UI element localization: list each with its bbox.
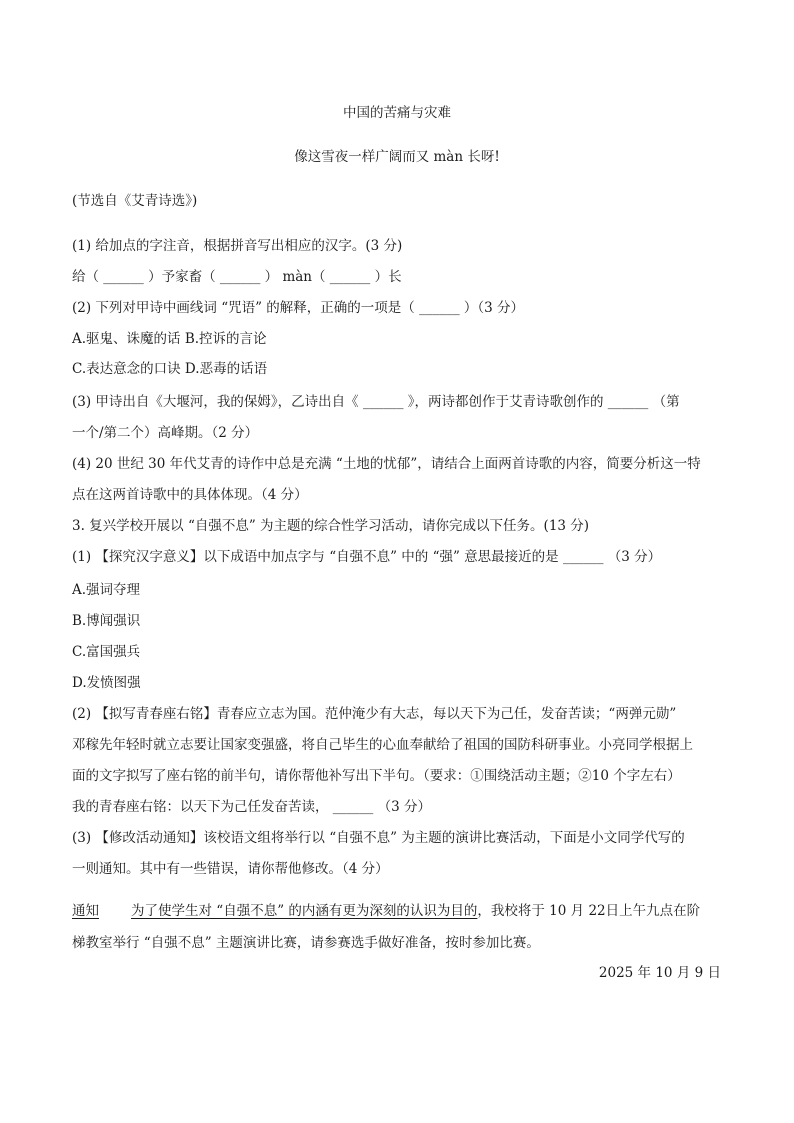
notice-heading: 通知 <box>72 903 99 919</box>
q2-sub2: (2) 下列对甲诗中画线词 “咒语” 的解释，正确的一项是（ ______ ）（3 分） <box>72 300 525 316</box>
q2-sub1-blanks: 给（ ______ ）予家畜（ ______ ） màn（ ______ ）长 <box>72 269 402 285</box>
notice-line1 <box>72 902 722 920</box>
q2-sub3-line2: 一个/第二个）高峰期。（2 分） <box>72 425 259 441</box>
q3-sub2-line1: (2) 【拟写青春座右铭】青春应立志为国。范仲淹少有大志，每以天下为己任，发奋苦读；“两弹元勋” <box>72 706 677 722</box>
notice-date: 2025 年 10 月 9 日 <box>598 965 721 981</box>
q3-option-d: D.发愤图强 <box>72 675 141 691</box>
q3-sub2-line4: 我的青春座右铭：以天下为己任发奋苦读， ______ （3 分） <box>72 799 431 815</box>
notice-line1-rest: ，我校将于 10 月 22日上午九点在阶 <box>477 903 701 919</box>
q3-option-a: A.强词夺理 <box>72 582 141 598</box>
q3-sub3-line2: 一则通知。其中有一些错误，请你帮他修改。（4 分） <box>72 861 389 877</box>
q2-sub2-options-ab: A.驱鬼、诛魔的话 B.控诉的言论 <box>72 331 267 347</box>
q2-sub1: (1) 给加点的字注音，根据拼音写出相应的汉字。(3 分) <box>72 238 403 254</box>
q3-intro: 3. 复兴学校开展以 “自强不息” 为主题的综合性学习活动，请你完成以下任务。(13 分) <box>72 518 590 534</box>
q2-sub4-line2: 点在这两首诗歌中的具体体现。（4 分） <box>72 487 308 503</box>
q3-sub1: (1) 【探究汉字意义】以下成语中加点字与 “自强不息” 中的 “强” 意思最接近的是 ______ （3 分） <box>72 549 662 565</box>
q2-sub3-line1: (3) 甲诗出自《大堰河，我的保姆》，乙诗出自《 ______ 》，两诗都创作于艾青诗歌创作的 ______ （第 <box>72 394 680 410</box>
q2-sub4-line1: (4) 20 世纪 30 年代艾青的诗作中总是充满 “土地的忧郁”，请结合上面两首诗歌的内容，简要分析这一特 <box>72 456 701 472</box>
notice-underlined-sentence: 为了使学生对 “自强不息” 的内涵有更为深刻的认识为目的 <box>131 903 478 919</box>
q3-option-c: C.富国强兵 <box>72 644 141 660</box>
poem-title: 中国的苦痛与灾难 <box>343 105 451 121</box>
q3-option-b: B.博闻强识 <box>72 613 141 629</box>
notice-line2: 梯教室举行 “自强不息” 主题演讲比赛，请参赛选手做好准备，按时参加比赛。 <box>72 935 540 951</box>
q2-sub2-options-cd: C.表达意念的口诀 D.恶毒的话语 <box>72 361 268 377</box>
q3-sub3-line1: (3) 【修改活动通知】该校语文组将举行以 “自强不息” 为主题的演讲比赛活动，下面是小文同学代写的 <box>72 830 685 846</box>
q3-sub2-line3: 面的文字拟写了座右铭的前半句，请你帮他补写出下半句。（要求：①围绕活动主题；②10 个字左右） <box>72 768 681 784</box>
poem-last-line: 像这雪夜一样广阔而又 màn 长呀! <box>294 149 500 165</box>
q3-sub2-line2: 邓稼先年轻时就立志要让国家变强盛，将自己毕生的心血奉献给了祖国的国防科研事业。小亮同学根据上 <box>72 737 693 753</box>
poem-source: (节选自《艾青诗选》) <box>72 193 198 209</box>
